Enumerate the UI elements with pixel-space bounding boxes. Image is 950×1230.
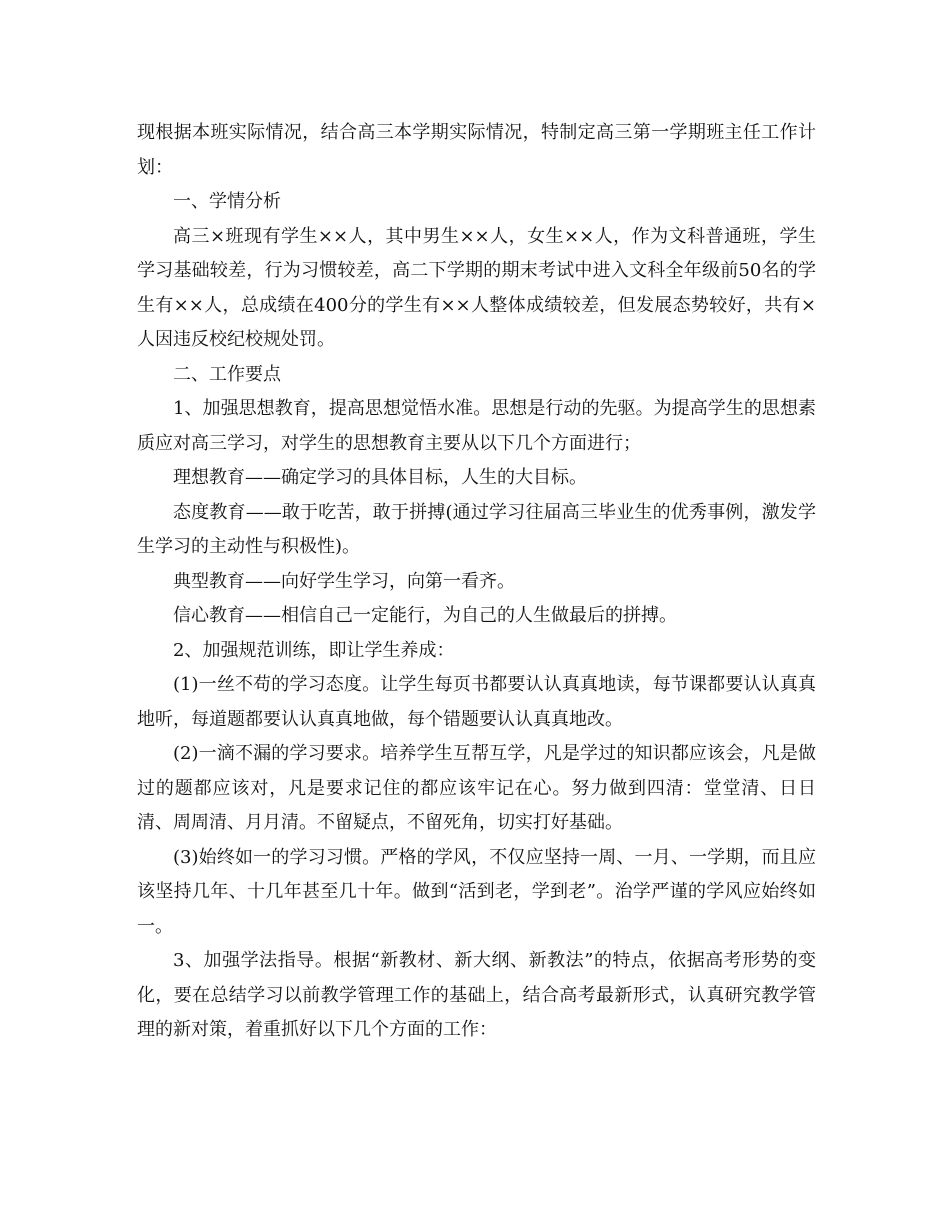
paragraph-attitude-education: 态度教育——敢于吃苦，敢于拼搏(通过学习往届高三毕业生的优秀事例，激发学生学习的主动性与积极性)。 (137, 501, 816, 557)
heading-situation-analysis: 一、学情分析 (173, 191, 281, 212)
paragraph-standard-training: 2、加强规范训练，即让学生养成： (173, 639, 455, 661)
paragraph-item-1: (1)一丝不苟的学习态度。让学生每页书都要认认真真地读，每节课都要认认真真地听，每道题都要认认真真地做，每个错题要认认真真地改。 (137, 674, 816, 730)
paragraph-ideological-education: 1、加强思想教育，提高思想觉悟水准。思想是行动的先驱。为提高学生的思想素质应对高三学习，对学生的思想教育主要从以下几个方面进行； (137, 398, 816, 454)
heading-work-points: 二、工作要点 (173, 363, 281, 385)
paragraph-confidence-education: 信心教育——相信自己一定能行，为自己的人生做最后的拼搏。 (173, 605, 677, 626)
paragraph-item-3: (3)始终如一的学习习惯。严格的学风，不仅应坚持一周、一月、一学期，而且应该坚持几年、十几年甚至几十年。做到“活到老，学到老”。治学严谨的学风应始终如一。 (137, 846, 816, 937)
paragraph-intro: 现根据本班实际情况，结合高三本学期实际情况，特制定高三第一学期班主任工作计划： (137, 122, 816, 178)
paragraph-item-2: (2)一滴不漏的学习要求。培养学生互帮互学，凡是学过的知识都应该会，凡是做过的题都应该对，凡是要求记住的都应该牢记在心。努力做到四清：堂堂清、日日清、周周清、月月清。不留疑点，不留死角，切实打好基础。 (137, 743, 816, 833)
paragraph-study-guidance: 3、加强学法指导。根据“新教材、新大纲、新教法”的特点，依据高考形势的变化，要在总结学习以前教学管理工作的基础上，结合高考最新形式，认真研究教学管理的新对策，着重抓好以下几个方面的工作： (137, 950, 816, 1040)
paragraph-ideal-education: 理想教育——确定学习的具体目标，人生的大目标。 (173, 467, 587, 488)
paragraph-model-education: 典型教育——向好学生学习，向第一看齐。 (173, 570, 515, 592)
paragraph-class-situation: 高三×班现有学生××人，其中男生××人，女生××人，作为文科普通班，学生学习基础较差，行为习惯较差，高二下学期的期末考试中进入文科全年级前50名的学生有××人，总成绩在400分的学生有××人整体成绩较差，但发展态势较好，共有×人因违反校纪校规处罚。 (137, 225, 816, 350)
